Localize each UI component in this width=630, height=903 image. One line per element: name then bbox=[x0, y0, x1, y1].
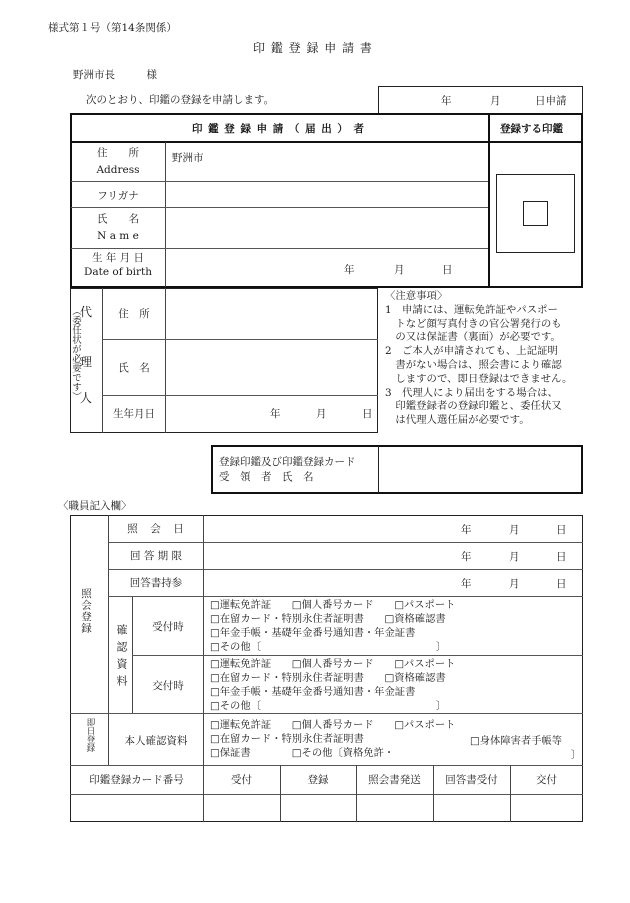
page-title: 印 鑑 登 録 申 請 書 bbox=[253, 41, 373, 55]
issued-header: 交付 bbox=[536, 774, 557, 786]
note-line: 書がない場合は、照会書により確認 bbox=[385, 358, 562, 371]
agent-address-label: 住 所 bbox=[118, 308, 150, 320]
agent-row-line bbox=[102, 395, 378, 396]
notes-block bbox=[385, 290, 572, 428]
staff-row-line bbox=[70, 713, 583, 714]
agent-side-label-2: 理 bbox=[80, 355, 93, 369]
intro-text: 次のとおり、印鑑の登録を申請します。 bbox=[86, 94, 275, 106]
identity-checklist[interactable] bbox=[210, 718, 455, 760]
deadline-day: 日 bbox=[556, 551, 567, 563]
agent-side-label-3: 人 bbox=[80, 391, 93, 405]
address-label bbox=[71, 146, 165, 177]
checklist-line[interactable]: □年金手帳・基礎年金番号通知書・年金証書 bbox=[210, 686, 416, 698]
identity-line[interactable]: □運転免許証 □個人番号カード □パスポート bbox=[210, 719, 456, 731]
address-label-en: Address bbox=[96, 164, 140, 176]
row-line bbox=[71, 248, 488, 249]
applicant-header: 印 鑑 登 録 申 請 （ 届 出 ） 者 bbox=[192, 123, 366, 135]
reply-received-cell[interactable] bbox=[434, 795, 509, 821]
addressee: 野洲市長 様 bbox=[73, 69, 157, 81]
receipt-label-line1: 登録印鑑及び印鑑登録カード bbox=[219, 456, 356, 468]
note-line: 3 代理人により届出をする場合は、 bbox=[385, 386, 558, 399]
acceptance-label: 受付時 bbox=[152, 621, 184, 633]
identity-docs-label: 本人確認資料 bbox=[124, 735, 188, 747]
staff-row-line bbox=[70, 765, 583, 766]
deadline-month: 月 bbox=[509, 551, 520, 563]
note-line: しますので、即日登録はできません。 bbox=[385, 372, 573, 385]
note-line: は代理人選任届が必要です。 bbox=[385, 414, 530, 427]
staff-col-line bbox=[203, 515, 204, 765]
acceptance-checklist[interactable] bbox=[210, 598, 455, 654]
dob-label-en: Date of birth bbox=[83, 266, 153, 278]
date-month: 月 bbox=[490, 95, 501, 107]
address-value[interactable]: 野洲市 bbox=[172, 152, 204, 164]
reply-bring-label: 回答書持参 bbox=[129, 577, 183, 589]
checklist-line[interactable]: □運転免許証 □個人番号カード □パスポート bbox=[210, 658, 456, 670]
accepted-header: 受付 bbox=[231, 774, 252, 786]
note-line: 1 申請には、運転免許証やパスポー bbox=[385, 303, 558, 316]
agent-side-note: （委任状が必要です） bbox=[70, 306, 81, 401]
name-label-en: N a m e bbox=[97, 230, 139, 242]
dob-day: 日 bbox=[442, 264, 453, 276]
inquiry-date-label: 照 会 日 bbox=[127, 523, 185, 535]
agent-side-label-1: 代 bbox=[80, 305, 93, 319]
staff-row-line bbox=[108, 596, 583, 597]
furigana-field[interactable] bbox=[166, 182, 488, 206]
registered-header: 登録 bbox=[307, 774, 329, 786]
address-label-ja: 住 所 bbox=[97, 147, 139, 159]
note-line: 印鑑登録者の登録印鑑と、委任状又 bbox=[385, 400, 562, 413]
disability-cert-checkbox[interactable]: □身体障害者手帳等 bbox=[470, 735, 563, 747]
inquiry-month: 月 bbox=[509, 524, 520, 536]
name-label-ja: 氏 名 bbox=[97, 213, 139, 225]
reply-deadline-label: 回 答 期 限 bbox=[129, 550, 182, 562]
checklist-line[interactable]: □年金手帳・基礎年金番号通知書・年金証書 bbox=[210, 627, 416, 639]
agent-name-field[interactable] bbox=[166, 340, 377, 394]
checklist-line[interactable]: □在留カード・特別永住者証明書 □資格確認書 bbox=[210, 613, 446, 625]
deadline-year: 年 bbox=[461, 551, 472, 563]
checklist-line[interactable]: □その他〔 〕 bbox=[210, 641, 447, 653]
agent-dob-year: 年 bbox=[270, 408, 281, 420]
bring-year: 年 bbox=[461, 578, 472, 590]
staff-row-line bbox=[108, 542, 583, 543]
dob-label-ja: 生 年 月 日 bbox=[91, 252, 144, 264]
checklist-line[interactable]: □その他〔 〕 bbox=[210, 700, 447, 712]
agent-address-field[interactable] bbox=[166, 289, 377, 338]
staff-row-line bbox=[108, 569, 583, 570]
agent-dob-day: 日 bbox=[362, 408, 373, 420]
inquiry-year: 年 bbox=[461, 524, 472, 536]
form-number: 様式第１号（第14条関係） bbox=[48, 22, 177, 34]
reply-received-header: 回答書受付 bbox=[445, 774, 498, 786]
furigana-label: フリガナ bbox=[97, 190, 139, 202]
inquiry-sent-header: 照会書発送 bbox=[368, 774, 421, 786]
inquiry-group-label: 照会登録 bbox=[80, 588, 92, 634]
name-label bbox=[71, 212, 165, 243]
dob-month: 月 bbox=[394, 264, 405, 276]
note-line: トなど顔写真付きの官公署発行のも bbox=[385, 317, 562, 330]
date-year: 年 bbox=[441, 95, 452, 107]
agent-dob-label: 生年月日 bbox=[113, 408, 155, 420]
delivery-checklist[interactable] bbox=[210, 657, 455, 713]
seal-header: 登録する印鑑 bbox=[500, 123, 563, 135]
issued-cell[interactable] bbox=[511, 795, 582, 821]
checklist-line[interactable]: □運転免許証 □個人番号カード □パスポート bbox=[210, 599, 456, 611]
identity-bracket: 〕 bbox=[571, 749, 582, 761]
dob-label bbox=[71, 251, 165, 279]
header-divider bbox=[71, 141, 582, 143]
receipt-label bbox=[219, 455, 356, 484]
date-day: 日申請 bbox=[535, 95, 567, 107]
card-number-header: 印鑑登録カード番号 bbox=[89, 774, 184, 786]
staff-col-line bbox=[108, 515, 109, 713]
note-line: の又は保証書（裏面）が必要です。 bbox=[385, 331, 561, 344]
same-day-group-label: 即日登録 bbox=[85, 718, 95, 752]
agent-name-label: 氏 名 bbox=[118, 362, 150, 374]
inquiry-sent-cell[interactable] bbox=[357, 795, 432, 821]
receipt-divider bbox=[378, 446, 379, 493]
confirm-docs-label: 確認資料 bbox=[115, 624, 128, 692]
seal-inner-guide bbox=[523, 201, 548, 226]
inquiry-day: 日 bbox=[556, 524, 567, 536]
registered-cell[interactable] bbox=[281, 795, 355, 821]
staff-row-line bbox=[132, 655, 583, 656]
accepted-cell[interactable] bbox=[204, 795, 279, 821]
bring-day: 日 bbox=[556, 578, 567, 590]
bring-month: 月 bbox=[509, 578, 520, 590]
delivery-label: 交付時 bbox=[152, 680, 184, 692]
staff-section-title: 〈職員記入欄〉 bbox=[58, 500, 132, 512]
identity-line[interactable]: □保証書 □その他〔資格免許・ bbox=[210, 747, 395, 759]
card-number-cell[interactable] bbox=[71, 795, 202, 821]
agent-dob-month: 月 bbox=[316, 408, 327, 420]
notes-title: 〈注意事項〉 bbox=[385, 290, 448, 302]
receipt-name-field[interactable] bbox=[380, 447, 581, 492]
name-field[interactable] bbox=[166, 208, 488, 247]
identity-line[interactable]: □在留カード・特別永住者証明書 bbox=[210, 733, 364, 745]
dob-year: 年 bbox=[344, 264, 355, 276]
receipt-label-line2: 受 領 者 氏 名 bbox=[219, 471, 314, 483]
seal-divider bbox=[488, 114, 490, 287]
checklist-line[interactable]: □在留カード・特別永住者証明書 □資格確認書 bbox=[210, 672, 446, 684]
note-line: 2 ご本人が申請されても、上記証明 bbox=[385, 345, 558, 358]
